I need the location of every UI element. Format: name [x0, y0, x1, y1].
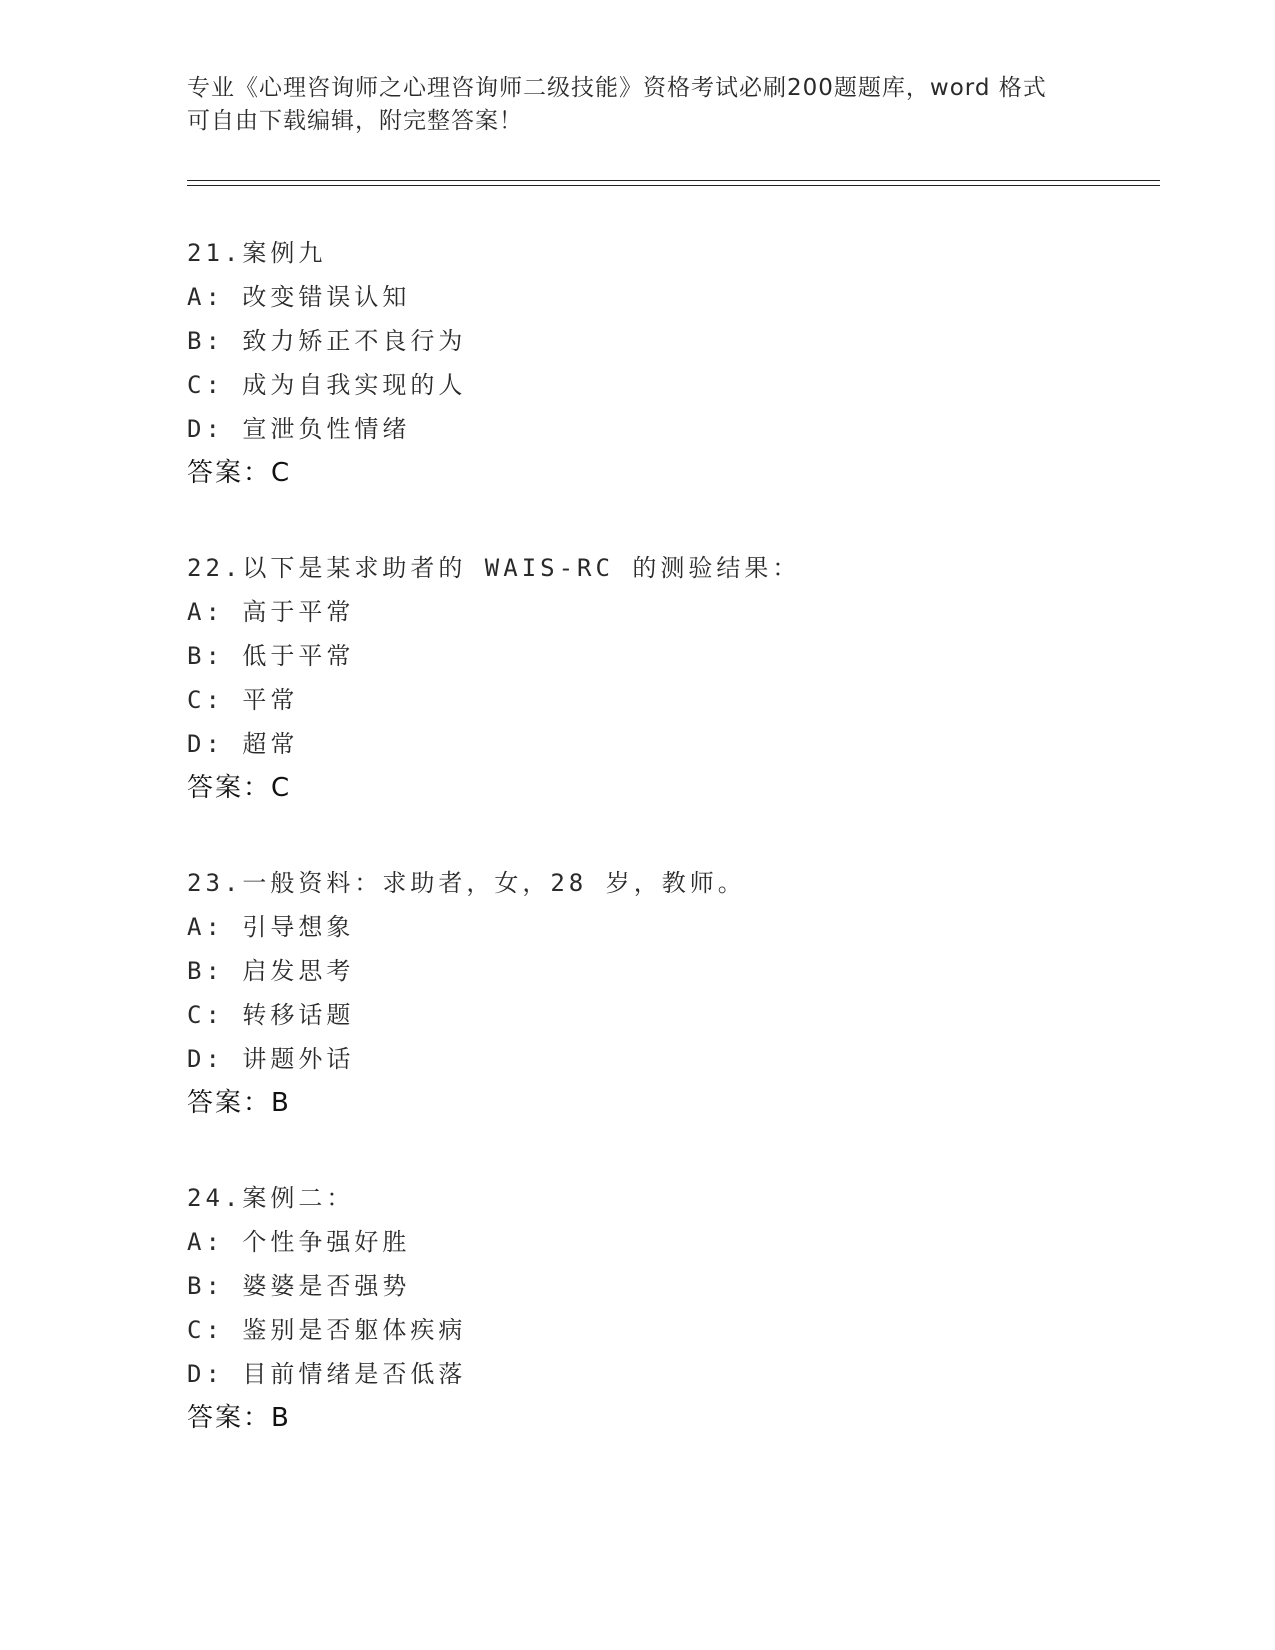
header-divider-top [187, 180, 1160, 181]
option-a: A: 个性争强好胜 [187, 1228, 411, 1256]
question-stem: 22.以下是某求助者的 WAIS-RC 的测验结果： [187, 554, 801, 582]
option-c: C: 转移话题 [187, 1001, 355, 1029]
option-c: C: 平常 [187, 686, 299, 714]
option-a: A: 改变错误认知 [187, 283, 411, 311]
document-header [187, 72, 1087, 138]
option-a: A: 引导想象 [187, 913, 355, 941]
option-a: A: 高于平常 [187, 598, 355, 626]
option-d: D: 宣泄负性情绪 [187, 415, 411, 443]
option-d: D: 超常 [187, 730, 299, 758]
question-stem: 23.一般资料：求助者，女，28 岁，教师。 [187, 869, 746, 897]
answer-line: 答案：C [187, 773, 292, 803]
option-d: D: 讲题外话 [187, 1045, 355, 1073]
option-b: B: 婆婆是否强势 [187, 1272, 411, 1300]
option-d: D: 目前情绪是否低落 [187, 1360, 467, 1388]
answer-line: 答案：C [187, 458, 292, 488]
question-stem: 24.案例二： [187, 1184, 355, 1212]
answer-line: 答案：B [187, 1088, 291, 1118]
option-b: B: 启发思考 [187, 957, 355, 985]
answer-line: 答案：B [187, 1403, 291, 1433]
option-b: B: 致力矫正不良行为 [187, 327, 467, 355]
header-line-1: 专业《心理咨询师之心理咨询师二级技能》资格考试必刷200题题库，word 格式 [187, 75, 1047, 101]
option-c: C: 鉴别是否躯体疾病 [187, 1316, 467, 1344]
header-line-2: 可自由下载编辑，附完整答案！ [187, 108, 523, 134]
question-stem: 21.案例九 [187, 239, 327, 267]
header-divider-bottom [187, 185, 1160, 186]
option-c: C: 成为自我实现的人 [187, 371, 467, 399]
option-b: B: 低于平常 [187, 642, 355, 670]
